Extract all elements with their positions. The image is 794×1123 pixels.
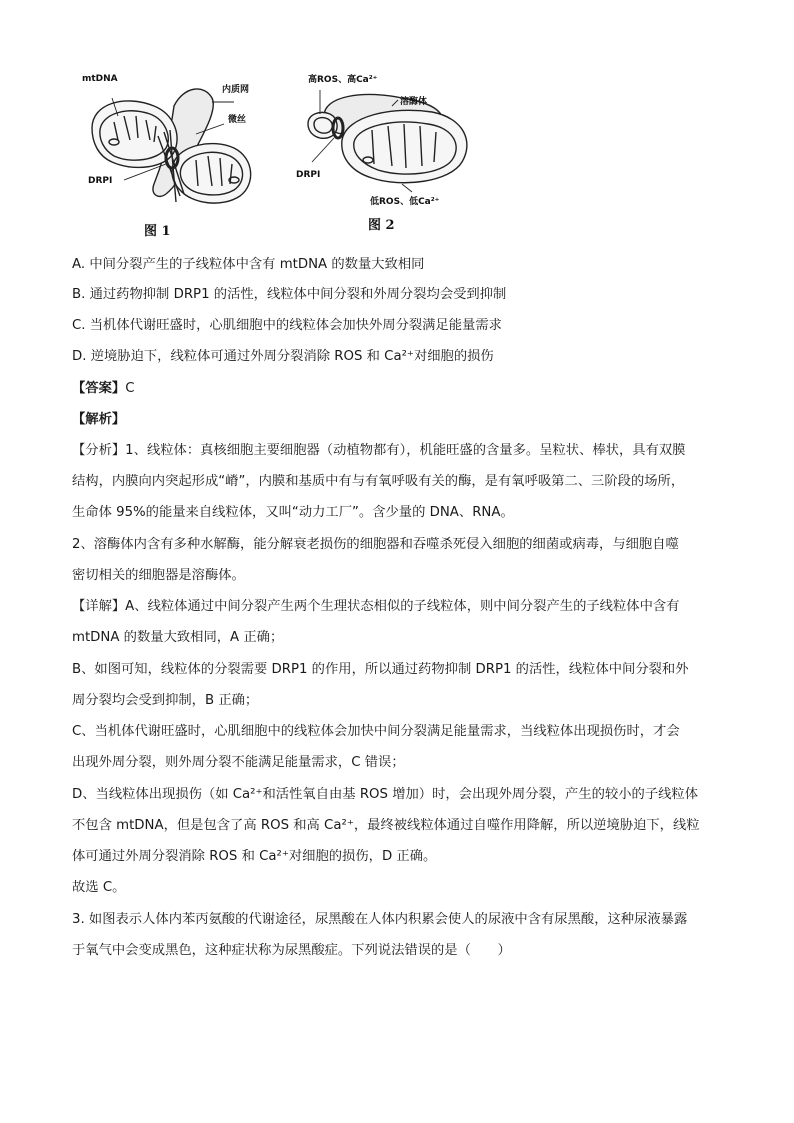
mitochondria-figures: [70, 66, 490, 246]
option-b: B. 通过药物抑制 DRP1 的活性，线粒体中间分裂和外周分裂均会受到抑制: [72, 287, 507, 302]
analysis-line: 生命体 95%的能量来自线粒体，又叫“动力工厂”。含少量的 DNA、RNA。: [72, 505, 514, 520]
answer-value: C: [125, 381, 135, 396]
option-d: D. 逆境胁迫下，线粒体可通过外周分裂消除 ROS 和 Ca²⁺对细胞的损伤: [72, 349, 494, 364]
detail-line: 周分裂均会受到抑制，B 正确；: [72, 693, 259, 708]
analysis-line: 结构，内膜向内突起形成“嵴”，内膜和基质中有与有氧呼吸有关的酶，是有氧呼吸第二、三阶段的场所，: [72, 474, 685, 489]
figure-1-caption: 图 1: [144, 224, 171, 239]
detail-line: C、当机体代谢旺盛时，心肌细胞中的线粒体会加快中间分裂满足能量需求，当线粒体出现损伤时，才会: [72, 724, 680, 739]
detail-line: 体可通过外周分裂消除 ROS 和 Ca²⁺对细胞的损伤，D 正确。: [72, 849, 437, 864]
fig1-label-filament: 微丝: [228, 115, 247, 125]
question-3-line: 3. 如图表示人体内苯丙氨酸的代谢途径，尿黑酸在人体内积累会使人的尿液中含有尿黑酸，这种尿液暴露: [72, 912, 688, 927]
fig1-label-drp: DRPI: [88, 176, 113, 186]
answer-line: [72, 379, 722, 399]
analysis-line: 密切相关的细胞器是溶酶体。: [72, 568, 245, 583]
figure-2-diagram: [302, 76, 482, 206]
option-a: A. 中间分裂产生的子线粒体中含有 mtDNA 的数量大致相同: [72, 257, 425, 272]
analysis-line: 2、溶酶体内含有多种水解酶，能分解衰老损伤的细胞器和吞噬杀死侵入细胞的细菌或病毒，与细胞自噬: [72, 537, 679, 552]
analysis-line: 【分析】1、线粒体：真核细胞主要细胞器（动植物都有），机能旺盛的含量多。呈粒状、棒状，具有双膜: [72, 443, 686, 458]
fig1-label-er: 内质网: [222, 85, 250, 95]
detail-line: 出现外周分裂，则外周分裂不能满足能量需求，C 错误；: [72, 755, 405, 770]
figure-2-caption: 图 2: [368, 218, 395, 233]
detail-line: 【详解】A、线粒体通过中间分裂产生两个生理状态相似的子线粒体，则中间分裂产生的子线粒体中含有: [72, 599, 680, 614]
fig2-label-drp: DRPI: [296, 170, 321, 180]
fig2-label-lysosome: 溶酶体: [400, 97, 428, 107]
option-c: C. 当机体代谢旺盛时，心肌细胞中的线粒体会加快外周分裂满足能量需求: [72, 318, 502, 333]
analysis-heading: 【解析】: [72, 412, 126, 427]
answer-tag: 【答案】: [72, 381, 126, 396]
question-3-line: 于氧气中会变成黑色，这种症状称为尿黑酸症。下列说法错误的是（ ）: [72, 943, 511, 958]
detail-line: 不包含 mtDNA，但是包含了高 ROS 和高 Ca²⁺，最终被线粒体通过自噬作用降解，所以逆境胁迫下，线粒: [72, 818, 700, 833]
conclusion: 故选 C。: [72, 880, 126, 895]
detail-line: D、当线粒体出现损伤（如 Ca²⁺和活性氧自由基 ROS 增加）时，会出现外周分裂，产生的较小的子线粒体: [72, 787, 699, 802]
fig2-label-high: 高ROS、高Ca²⁺: [308, 75, 378, 85]
fig1-label-mtdna: mtDNA: [82, 74, 118, 84]
detail-line: mtDNA 的数量大致相同，A 正确；: [72, 630, 284, 645]
fig2-label-low: 低ROS、低Ca²⁺: [370, 197, 440, 207]
detail-line: B、如图可知，线粒体的分裂需要 DRP1 的作用，所以通过药物抑制 DRP1 的活性，线粒体中间分裂和外: [72, 662, 689, 677]
figure-1-diagram: [84, 76, 264, 216]
